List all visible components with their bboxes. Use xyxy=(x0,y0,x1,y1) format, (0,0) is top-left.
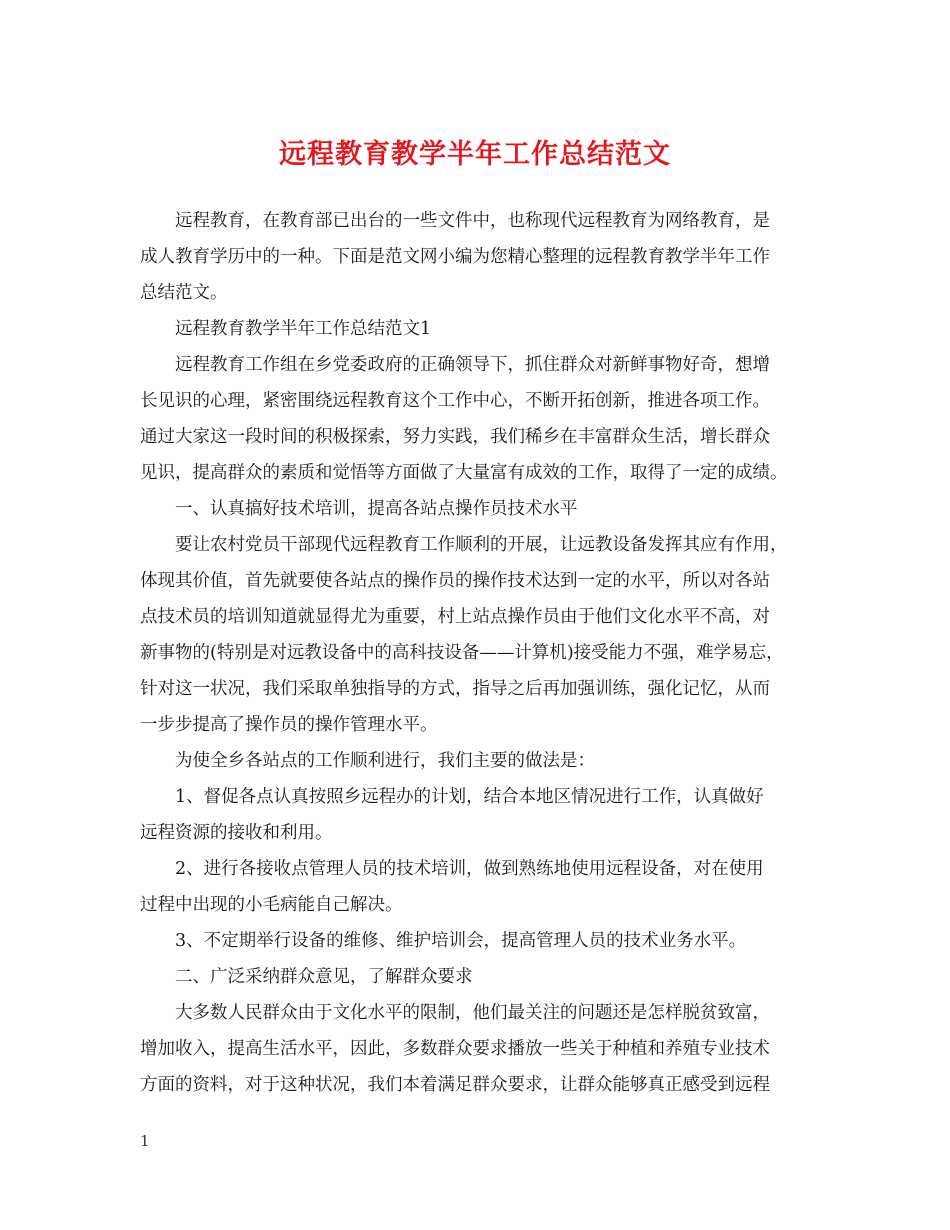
page-number: 1 xyxy=(140,1132,150,1150)
paragraph-training: 要让农村党员干部现代远程教育工作顺利的开展，让远教设备发挥其应有作用， 体现其价值，首先就要使各站点的操作员的操作技术达到一定的水平，所以对各站 点技术员的培训知道就显得尤为重要，村上站点操作员由于他们文化水平不高，对 新事物的(特别是对远教设备中的高科技设备——计算机)接受能力不强，难学易忘， 针对这一状况，我们采取单独指导的方式，指导之后再加强训练，强化记忆，从而 一步步提高了操作员的操作管理水平。 xyxy=(140,535,788,735)
list-item-1: 1、督促各点认真按照乡远程办的计划，结合本地区情况进行工作，认真做好 远程资源的接收和利用。 xyxy=(140,787,764,843)
paragraph-intro: 远程教育，在教育部已出台的一些文件中，也称现代远程教育为网络教育，是 成人教育学历中的一种。下面是范文网小编为您精心整理的远程教育教学半年工作 总结范文。 xyxy=(140,211,770,303)
paragraph-methods-intro: 为使全乡各站点的工作顺利进行，我们主要的做法是： xyxy=(175,751,595,771)
paragraph-overview: 远程教育工作组在乡党委政府的正确领导下，抓住群众对新鲜事物好奇，想增 长见识的心理，紧密围绕远程教育这个工作中心，不断开拓创新，推进各项工作。 通过大家这一段时间的积极探索，努力实践，我们稀乡在丰富群众生活，增长群众 见识，提高群众的素质和觉悟等方面做了大量富有成效的工作，取得了一定的成绩。 xyxy=(140,355,788,483)
list-item-2: 2、进行各接收点管理人员的技术培训，做到熟练地使用远程设备，对在使用 过程中出现的小毛病能自己解决。 xyxy=(140,859,764,915)
section-heading-opinions: 二、广泛采纳群众意见，了解群众要求 xyxy=(175,967,473,987)
document-body xyxy=(140,203,820,1103)
list-item-3: 3、不定期举行设备的维修、维护培训会，提高管理人员的技术业务水平。 xyxy=(175,931,747,951)
paragraph-opinions: 大多数人民群众由于文化水平的限制，他们最关注的问题还是怎样脱贫致富， 增加收入，提高生活水平，因此，多数群众要求播放一些关于种植和养殖专业技术 方面的资料，对于这种状况，我们本着满足群众要求，让群众能够真正感受到远程 xyxy=(140,1003,770,1095)
document-title: 远程教育教学半年工作总结范文 xyxy=(279,139,671,170)
paragraph-subtitle: 远程教育教学半年工作总结范文1 xyxy=(175,319,432,339)
section-heading-training: 一、认真搞好技术培训，提高各站点操作员技术水平 xyxy=(175,499,578,519)
